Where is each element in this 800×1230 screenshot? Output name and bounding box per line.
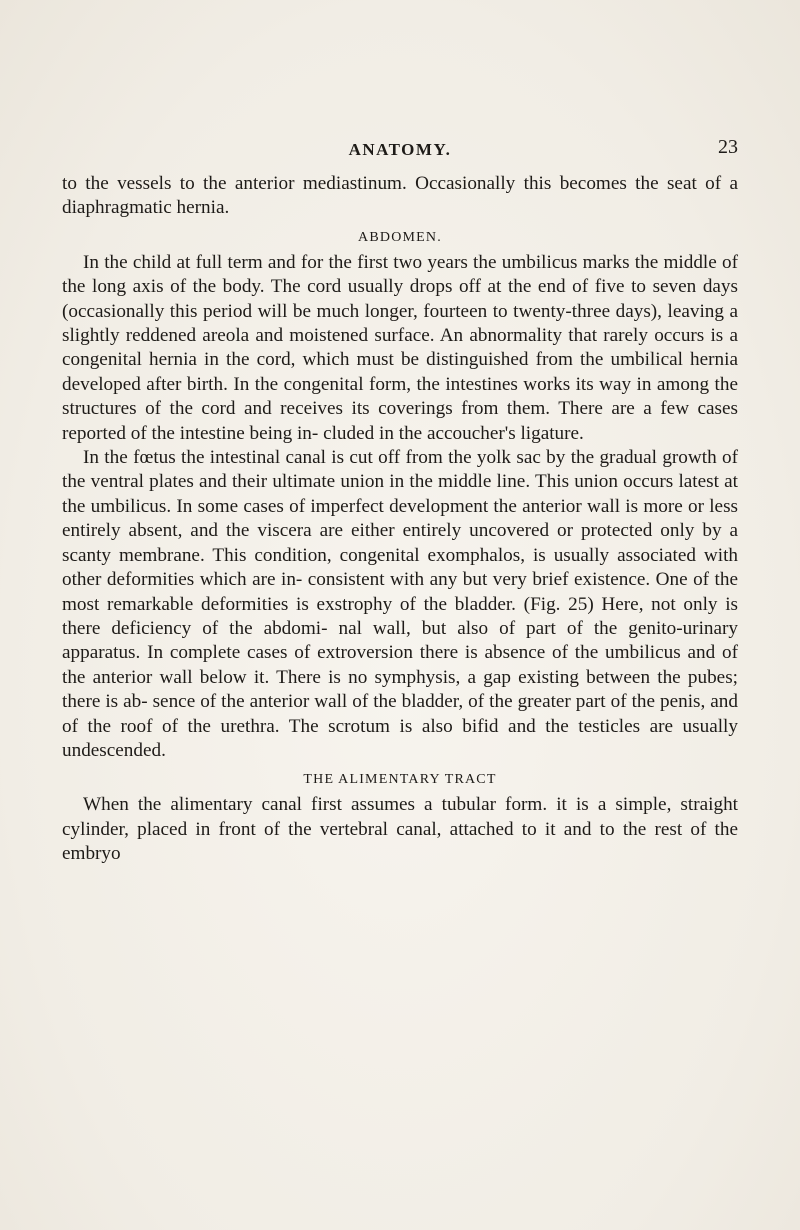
- page-number: 23: [718, 136, 738, 158]
- heading-abdomen: ABDOMEN.: [358, 229, 442, 245]
- page-header: [62, 136, 738, 164]
- paragraph-umbilicus: In the child at full term and for the first two years the umbilicus marks the middle of the long axis of the body. The cord usually drops off at the end of five to seven days (occasionally this period will be much longer, fourteen to twenty-three days), leaving a slightly reddened areola and moistened surface. An abnormality that rarely occurs is a congenital hernia in the cord, which must be distinguished from the umbilical hernia developed after birth. In the congenital form, the intestines works its way in among the structures of the cord and receives its coverings from them. There are a few cases reported of the intestine being in- cluded in the accoucher's ligature.: [62, 251, 738, 444]
- heading-alimentary-tract: THE ALIMENTARY TRACT: [303, 772, 497, 788]
- running-head: ANATOMY.: [348, 140, 452, 159]
- paragraph-foetus: In the fœtus the intestinal canal is cut off from the yolk sac by the gradual growth of the ventral plates and their ultimate union in the middle line. This union occurs latest at the umbilicus. In some cases of imperfect development the anterior wall is more or less entirely absent, and the viscera are either entirely uncovered or protected only by a scanty membrane. This condition, congenital exomphalos, is usually associated with other deformities which are in- consistent with any but very brief existence. One of the most remarkable deformities is exstrophy of the bladder. (Fig. 25) Here, not only is there deficiency of the abdomi- nal wall, but also of part of the genito-urinary apparatus. In complete cases of extroversion there is absence of the umbilicus and of the anterior wall below it. There is no symphysis, a gap existing between the pubes; there is ab- sence of the anterior wall of the bladder, of the greater part of the penis, and of the roof of the urethra. The scrotum is also bifid and the testicles are usually undescended.: [62, 447, 738, 761]
- paragraph-mediastinum: to the vessels to the anterior mediastinum. Occasionally this becomes the seat of a diaphragmatic hernia.: [62, 173, 738, 219]
- page-body: [62, 172, 738, 867]
- paragraph-alimentary-canal: When the alimentary canal first assumes a tubular form. it is a simple, straight cylinder, placed in front of the vertebral canal, attached to it and to the rest of the embryo: [62, 794, 738, 865]
